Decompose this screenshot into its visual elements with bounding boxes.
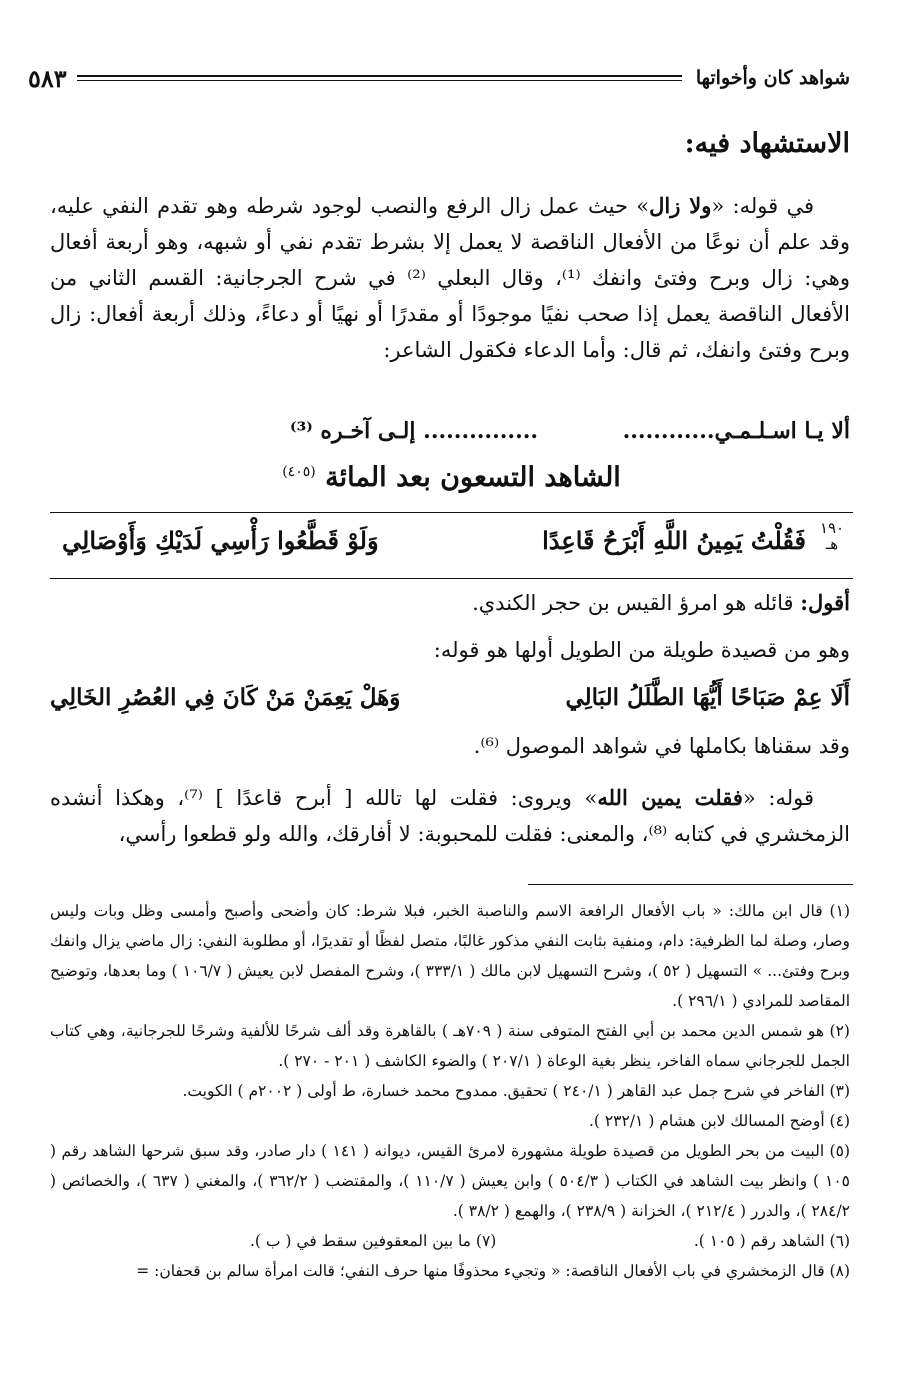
aqulu-label: أقول: (800, 590, 850, 615)
aqulu-line (50, 590, 850, 615)
shahid-title-text: الشاهد التسعون بعد المائة (325, 462, 621, 493)
paragraph-istishhad (50, 188, 850, 368)
qasida-line: وهو من قصيدة طويلة من الطويل أولها هو قوله: (433, 638, 850, 662)
first-verse-b: وَهَلْ يَعِمَنْ مَنْ كَانَ فِي العُصُرِ الخَالِي (50, 684, 401, 711)
first-verse (50, 684, 850, 711)
footnote-5: (٥) البيت من بحر الطويل من قصيدة طويلة مشهورة لامرئ القيس، ديوانه ( ١٤١ ) دار صادر، وقد سبق شرحها الشاهد رقم ( ١٠٥ ) وانظر بيت الشاهد في الكتاب ( ٥٠٤/٣ ) وابن يعيش ( ١١٠/٧ )، والمقتضب ( ٣٦٢/٢ )، والمغني ( ٦٣٧ )، والخصائص ( ٢٨٤/٢ )، والدرر ( ٢١٢/٤ )، الخزانة ( ٢٣٨/٩ )، والهمع ( ٣٨/٢ ). (50, 1142, 850, 1220)
page-number: ٥٨٣ (28, 63, 67, 93)
saqnaha-line: وقد سقناها بكاملها في شواهد الموصول ⁽⁶⁾. (473, 734, 850, 758)
shahid-title-ref: (٤٠٥) (282, 464, 316, 480)
footnote-1: (١) قال ابن مالك: « باب الأفعال الرافعة الاسم والناصبة الخبر، فبلا شرط: كان وأضحى وأصبح وأمسى وظل وبات وليس وصار، وصلة لما الظرفية: دام، ومنفية بثابت النفي مذكور غالبًا، متصل لفظًا أو تقديرًا، أو مطلوبة النفي: زال ماضي يزال وانفك وبرح وفتئ... » التسهيل ( ٥٢ )، وشرح التسهيل لابن مالك ( ٣٣٣/١ )، وشرح المفصل لابن يعيش ( ١٠٦/٧ ) وما بعدها، وتوضيح المقاصد للمرادي ( ٢٩٦/١ ). (50, 902, 851, 1010)
section-heading: الاستشهاد فيه: (684, 128, 850, 159)
qawluhu-rest: » ويروى: فقلت لها تالله [ أبرح قاعدًا ] ⁽⁷⁾، وهكذا أنشده الزمخشري في كتابه ⁽⁸⁾، والمعنى: فقلت للمحبوبة: لا أفارقك، والله ولو قطعوا رأسي، (50, 786, 850, 846)
shahid-title (0, 462, 903, 493)
running-header (28, 60, 850, 96)
main-verse-first-hemistich: فَقُلْتُ يَمِينُ اللَّهِ أَبْرَحُ قَاعِدًا (542, 526, 806, 555)
first-verse-a: أَلَا عِمْ صَبَاحًا أَيُّهَا الطَّلَلُ البَالِي (565, 684, 850, 711)
small-verse (50, 418, 850, 444)
header-rule (77, 75, 682, 81)
footnote-3: (٣) الفاخر في شرح جمل عبد القاهر ( ٢٤٠/١ ) تحقيق. ممدوح محمد خسارة، ط أولى ( ٢٠٠٢م ) الكويت. (182, 1082, 850, 1100)
footnote-6: (٦) الشاهد رقم ( ١٠٥ ). (693, 1232, 850, 1250)
verse-bottom-rule (50, 578, 853, 579)
footnote-2: (٢) هو شمس الدين محمد بن أبي الفتح المتوفى سنة ( ٧٠٩هـ ) بالقاهرة وقد ألف شرحًا للألفية وشرحًا للجرجانية، وهي كتاب الجمل للجرجاني سماه الفاخر، ينظر بغية الوعاة ( ٢٠٧/١ ) والضوء الكاشف ( ٢٠١ - ٢٧٠ ). (50, 1022, 850, 1070)
footnote-rule (528, 884, 853, 885)
verse-number-value: ١٩٠ (819, 519, 845, 537)
verse-top-rule (50, 512, 853, 513)
qawluhu-intro: قوله: « (742, 786, 814, 810)
main-verse-second-hemistich: وَلَوْ قَطَّعُوا رَأْسِي لَدَيْكِ وَأَوْصَالِي (62, 526, 379, 555)
footnotes (50, 896, 850, 1286)
para1-rest: » حيث عمل زال الرفع والنصب لوجود شرطه وهو تقدم النفي عليه، وقد علم أن نوعًا من الأفعال الناقصة لا يعمل إلا بشرط تقدم نفي أو شبهه، وهو أربعة أفعال وهي: زال وبرح وفتئ وانفك ⁽¹⁾، وقال البعلي ⁽²⁾ في شرح الجرجانية: القسم الثاني من الأفعال الناقصة يعمل إذا صحب نفيًا موجودًا أو مقدرًا أو نهيًا أو دعاءً، وذلك أربعة أفعال: زال وبرح وفتئ وانفك، ثم قال: وأما الدعاء فكقول الشاعر: (50, 194, 850, 362)
verse-number-sub: هـ (825, 535, 839, 553)
footnote-7: (٧) ما بين المعقوفين سقط في ( ب ). (250, 1232, 497, 1250)
paragraph-qawluhu (50, 780, 850, 852)
qawluhu-quote: فقلت يمين الله (597, 785, 743, 810)
footnote-8: (٨) قال الزمخشري في باب الأفعال الناقصة: « وتجيء محذوفًا منها حرف النفي؛ قالت امرأة سالم بن قحفان: = (136, 1262, 850, 1280)
footnote-row-6-7 (50, 1226, 850, 1256)
footnote-4: (٤) أوضح المسالك لابن هشام ( ٢٣٢/١ ). (588, 1112, 850, 1130)
running-title: شواهد كان وأخواتها (695, 67, 850, 89)
small-verse-second: ............... إلـى آخـره ⁽³⁾ (290, 418, 539, 444)
para1-quote: ولا زال (649, 193, 712, 218)
verse-number (814, 520, 850, 552)
aqulu-text: قائله هو امرؤ القيس بن حجر الكندي. (472, 591, 794, 615)
small-verse-first: ألا يـا اسـلـمـي............ (622, 418, 850, 444)
para1-intro: في قوله: « (711, 194, 814, 218)
main-verse (50, 518, 850, 568)
